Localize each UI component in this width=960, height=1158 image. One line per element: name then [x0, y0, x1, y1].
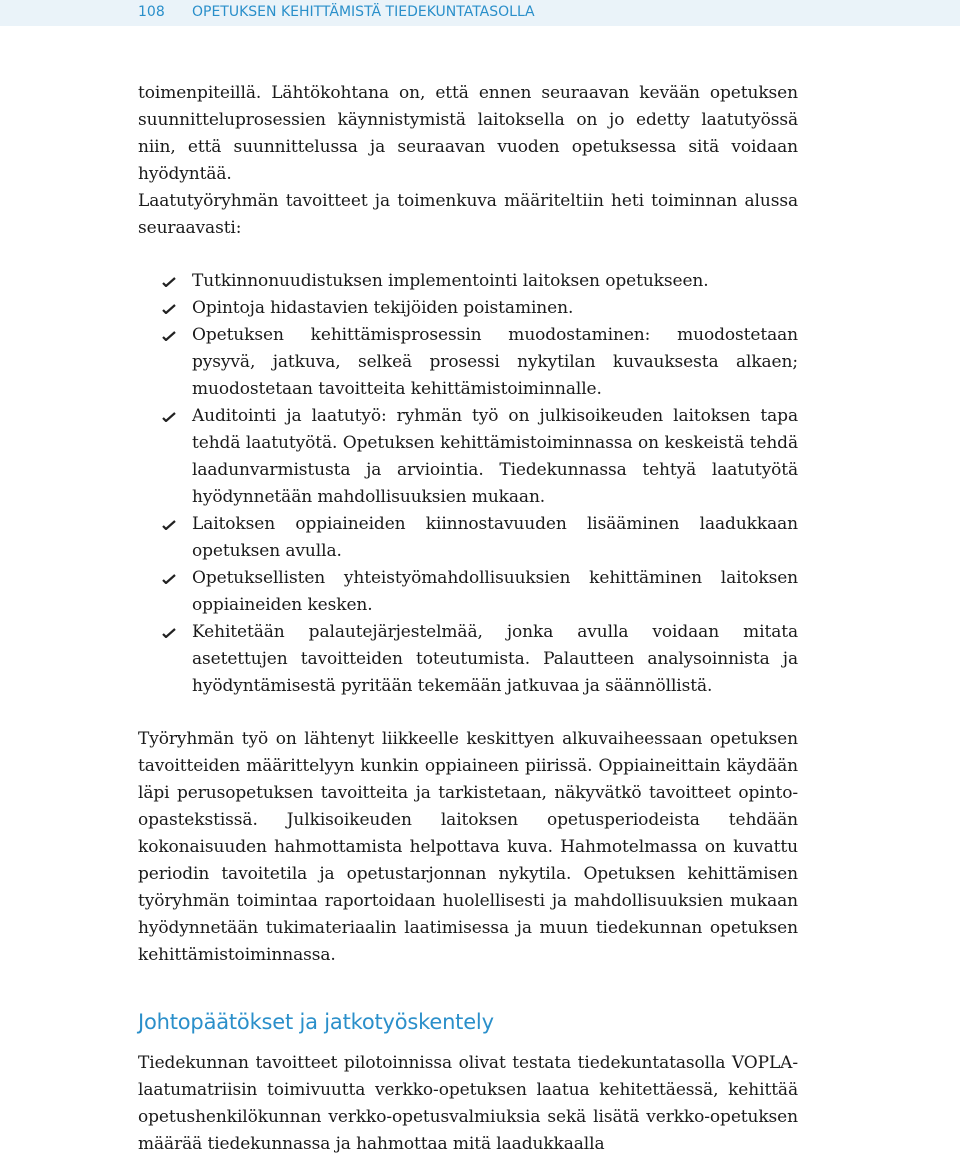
checkmark-icon [162, 574, 176, 584]
paragraph-goals-lead: Laatutyöryhmän tavoitteet ja toimenkuva määriteltiin heti toiminnan alussa seuraavasti: [138, 191, 798, 238]
section-heading: Johtopäätökset ja jatkotyöskentely [138, 1010, 494, 1034]
paragraph-conclusions: Tiedekunnan tavoitteet pilotoinnissa olivat testata tiedekuntatasolla VOPLA-laatumatriisin toimivuutta verkko-opetuksen laatua kehitettäessä, kehittää opetushenkilökunnan verkko-opetusvalmiuksia sekä lisätä verkko-opetuksen määrää tiedekunnassa ja hahmottaa mitä laadukkaalla [138, 1053, 798, 1154]
list-item [138, 268, 798, 295]
list-item [138, 511, 798, 565]
list-item-text: Laitoksen oppiaineiden kiinnostavuuden lisääminen laadukkaan opetuksen avulla. [192, 514, 798, 561]
checkmark-icon [162, 520, 176, 530]
list-item-text: Opintoja hidastavien tekijöiden poistaminen. [192, 298, 574, 318]
goals-list [138, 268, 798, 700]
list-item [138, 403, 798, 511]
running-title: OPETUKSEN KEHITTÄMISTÄ TIEDEKUNTATASOLLA [192, 4, 535, 20]
paragraph-work-progress: Työryhmän työ on lähtenyt liikkeelle keskittyen alkuvaiheessaan opetuksen tavoitteiden määrittelyyn kunkin oppiaineen piirissä. Oppiaineittain käydään läpi perusopetuksen tavoitteita ja tarkistetaan, näkyvätkö tavoitteet opinto-opastekstissä. Julkisoikeuden laitoksen opetusperiodeista tehdään kokonaisuuden hahmottamista helpottava kuva. Hahmotelmassa on kuvattu periodin tavoitetila ja opetustarjonnan nykytila. Opetuksen kehittämisen työryhmän toimintaa raportoidaan huolellisesti ja mahdollisuuksien mukaan hyödynnetään tukimateriaalin laatimisessa ja muun tiedekunnan opetuksen kehittämistoiminnassa. [138, 729, 798, 965]
list-item-text: Opetuksen kehittämisprosessin muodostaminen: muodostetaan pysyvä, jatkuva, selkeä prosessi nykytilan kuvauksesta alkaen; muodostetaan tavoitteita kehittämistoiminnalle. [192, 325, 798, 399]
list-item [138, 295, 798, 322]
running-header [0, 0, 960, 26]
list-item-text: Opetuksellisten yhteistyömahdollisuuksien kehittäminen laitoksen oppiaineiden kesken. [192, 568, 798, 615]
list-item-text: Kehitetään palautejärjestelmää, jonka avulla voidaan mitata asetettujen tavoitteiden toteutumista. Palautteen analysoinnista ja hyödyntämisestä pyritään tekemään jatkuvaa ja säännöllistä. [192, 622, 798, 696]
list-item-text: Auditointi ja laatutyö: ryhmän työ on julkisoikeuden laitoksen tapa tehdä laatutyötä. Opetuksen kehittämistoiminnassa on keskeistä tehdä laadunvarmistusta ja arviointia. Tiedekunnassa tehtyä laatutyötä hyödynnetään mahdollisuuksien mukaan. [192, 406, 798, 507]
checkmark-icon [162, 331, 176, 341]
checkmark-icon [162, 304, 176, 314]
paragraph-intro: toimenpiteillä. Lähtökohtana on, että ennen seuraavan kevään opetuksen suunnitteluprosessien käynnistymistä laitoksella on jo edetty laatutyössä niin, että suunnittelussa ja seuraavan vuoden opetuksessa sitä voidaan hyödyntää. [138, 83, 798, 184]
list-item [138, 565, 798, 619]
checkmark-icon [162, 277, 176, 287]
list-item [138, 619, 798, 700]
list-item [138, 322, 798, 403]
checkmark-icon [162, 628, 176, 638]
checkmark-icon [162, 412, 176, 422]
list-item-text: Tutkinnonuudistuksen implementointi laitoksen opetukseen. [192, 271, 709, 291]
page-number: 108 [138, 4, 165, 20]
